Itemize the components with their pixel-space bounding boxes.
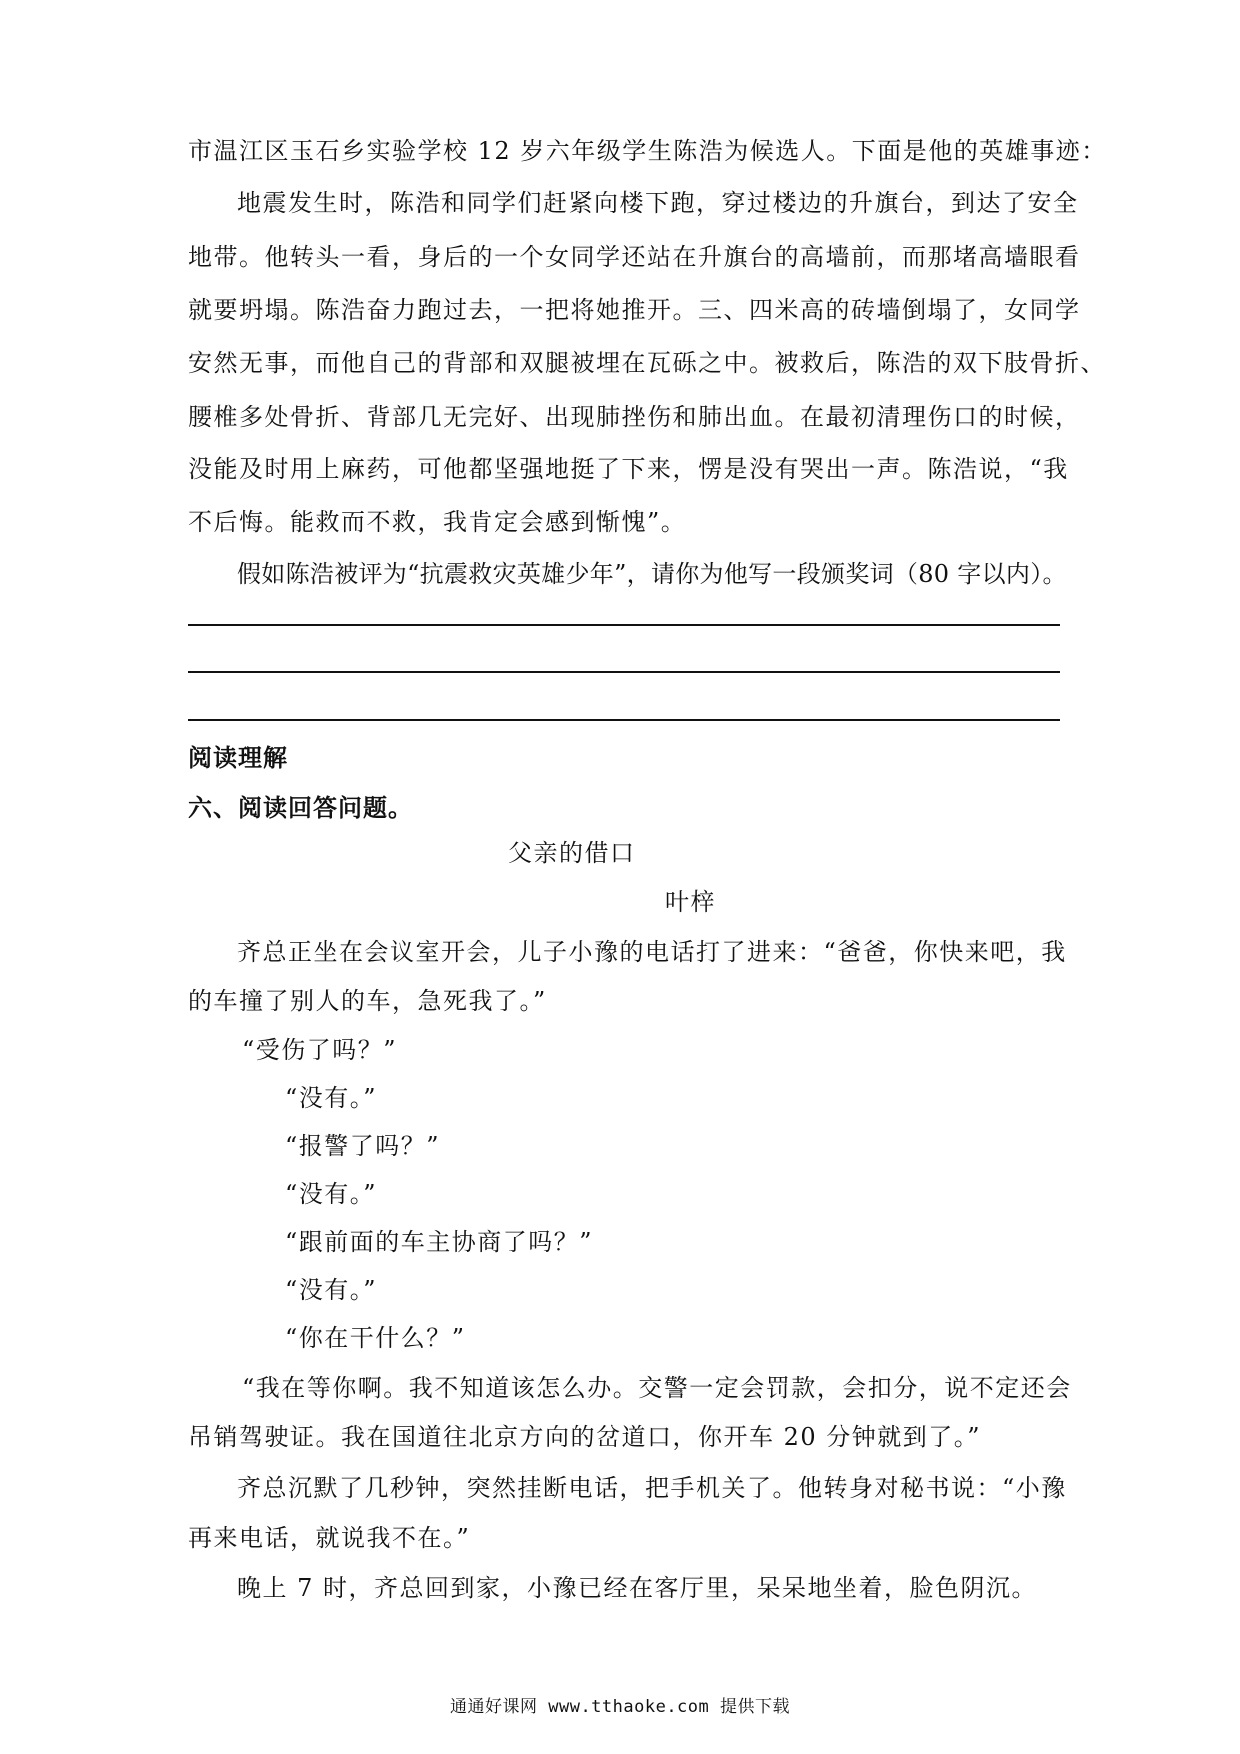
story-line: 齐总正坐在会议室开会，儿子小豫的电话打了进来：“爸爸，你快来吧，我 — [237, 938, 1067, 966]
story-line: 吊销驾驶证。我在国道往北京方向的岔道口，你开车 20 分钟就到了。” — [188, 1423, 982, 1451]
story-line: 齐总沉默了几秒钟，突然挂断电话，把手机关了。他转身对秘书说：“小豫 — [237, 1474, 1067, 1502]
story-line: “我在等你啊。我不知道该怎么办。交警一定会罚款，会扣分，说不定还会 — [242, 1374, 1072, 1402]
story-line: “没有。” — [285, 1084, 378, 1112]
passage-line: 就要坍塌。陈浩奋力跑过去，一把将她推开。三、四米高的砖墙倒塌了，女同学 — [188, 296, 1081, 324]
story-line: “没有。” — [285, 1180, 378, 1208]
story-author: 叶梓 — [665, 888, 716, 916]
passage-line: 安然无事，而他自己的背部和双腿被埋在瓦砾之中。被救后，陈浩的双下肢骨折、 — [188, 349, 1106, 377]
section-heading: 阅读理解 — [188, 743, 288, 772]
task-prompt: 假如陈浩被评为“抗震救灾英雄少年”，请你为他写一段颁奖词（80 字以内）。 — [237, 560, 1067, 588]
passage-line: 地震发生时，陈浩和同学们赶紧向楼下跑，穿过楼边的升旗台，到达了安全 — [237, 189, 1079, 217]
story-line: 晚上 7 时，齐总回到家，小豫已经在客厅里，呆呆地坐着，脸色阴沉。 — [237, 1574, 1038, 1602]
story-line: 的车撞了别人的车，急死我了。” — [188, 987, 547, 1015]
story-line: 再来电话，就说我不在。” — [188, 1524, 471, 1552]
story-line: “你在干什么？” — [285, 1324, 466, 1352]
question-heading: 六、阅读回答问题。 — [188, 793, 413, 822]
passage-line: 没能及时用上麻药，可他都坚强地挺了下来，愣是没有哭出一声。陈浩说，“我 — [188, 455, 1069, 483]
answer-line[interactable] — [188, 671, 1060, 673]
story-title: 父亲的借口 — [508, 839, 636, 867]
story-line: “受伤了吗？” — [242, 1036, 398, 1064]
passage-line: 市温江区玉石乡实验学校 12 岁六年级学生陈浩为候选人。下面是他的英雄事迹： — [188, 137, 1107, 165]
passage-line: 地带。他转头一看，身后的一个女同学还站在升旗台的高墙前，而那堵高墙眼看 — [188, 243, 1081, 271]
passage-line: 腰椎多处骨折、背部几无完好、出现肺挫伤和肺出血。在最初清理伤口的时候， — [188, 403, 1081, 431]
story-line: “没有。” — [285, 1276, 378, 1304]
footer-credit: 通通好课网 www.tthaoke.com 提供下载 — [450, 1697, 790, 1717]
story-line: “跟前面的车主协商了吗？” — [285, 1228, 594, 1256]
answer-line[interactable] — [188, 624, 1060, 626]
story-line: “报警了吗？” — [285, 1132, 441, 1160]
answer-line[interactable] — [188, 719, 1060, 721]
passage-line: 不后悔。能救而不救，我肯定会感到惭愧”。 — [188, 508, 687, 536]
